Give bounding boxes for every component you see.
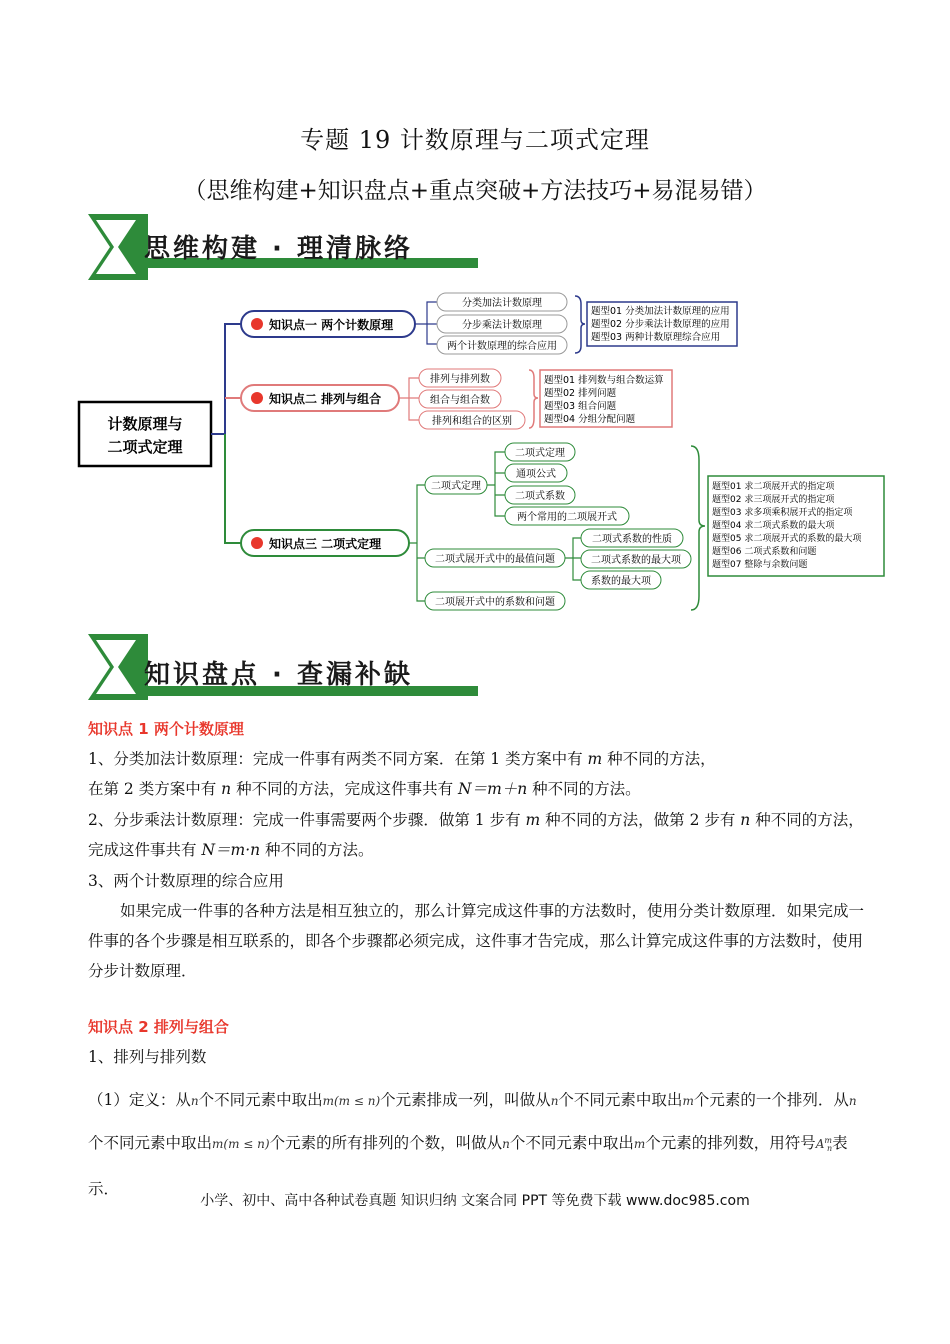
page-title: 专题 19 计数原理与二项式定理 bbox=[300, 126, 650, 154]
branch2-label: 知识点二 排列与组合 bbox=[269, 392, 382, 406]
mindmap-root-line1: 计数原理与 bbox=[107, 415, 183, 433]
branch3-sub1-text: 二项式定理 bbox=[431, 481, 481, 492]
branch3-brace bbox=[691, 446, 705, 610]
branch3-bullet bbox=[251, 537, 263, 549]
kp1-para-2: 在第 2 类方案中有 n 种不同的方法，完成这件事共有 N＝m＋n 种不同的方法。 bbox=[88, 780, 641, 798]
branch3-sub2-item-2-text: 二项式系数的最大项 bbox=[591, 555, 681, 566]
branch3-type-7: 题型07 整除与余数问题 bbox=[712, 560, 808, 570]
kp1-para-5: 如果完成一件事的各种方法是相互独立的，那么计算完成这件事的方法数时，使用分类计数原理．如果完成一件事的各个步骤是相互联系的，即各个步骤都必须完成，这件事才告完成，那么计算完成这件事的方法数时，使用分步计数原理． bbox=[88, 902, 865, 980]
branch1-bullet bbox=[251, 318, 263, 330]
permutation-symbol: $A^m_n$ bbox=[815, 1136, 833, 1154]
branch1-item-1-text: 分类加法计数原理 bbox=[462, 298, 542, 309]
branch3-sub1-links bbox=[487, 452, 505, 516]
kp2-title: 知识点 2 排列与组合 bbox=[88, 1018, 229, 1036]
branch3-type-6: 题型06 二项式系数和问题 bbox=[712, 547, 817, 557]
branch3-sub2-item-1-text: 二项式系数的性质 bbox=[592, 534, 672, 545]
banner-title-2: 知识盘点 · 查漏补缺 bbox=[144, 660, 413, 690]
branch3-sub1-item-1-text: 二项式定理 bbox=[515, 448, 565, 459]
branch2-item-3-text: 排列和组合的区别 bbox=[432, 416, 512, 427]
branch3-type-4: 题型04 求二项式系数的最大项 bbox=[712, 521, 835, 531]
branch3-links bbox=[409, 485, 425, 601]
branch2-brace bbox=[529, 370, 538, 428]
branch3-type-5: 题型05 求二项展开式的系数的最大项 bbox=[712, 534, 862, 544]
branch1-type-1: 题型01 分类加法计数原理的应用 bbox=[591, 306, 730, 317]
branch1-type-3: 题型03 两种计数原理综合应用 bbox=[591, 332, 721, 343]
section-banner-mindmap bbox=[88, 214, 478, 280]
page-subtitle: （思维构建+知识盘点+重点突破+方法技巧+易混易错） bbox=[183, 178, 767, 204]
branch2-links bbox=[399, 378, 419, 420]
branch2-type-2: 题型02 排列问题 bbox=[544, 388, 617, 399]
branch2-item-1-text: 排列与排列数 bbox=[430, 374, 490, 385]
kp2-definition: （1）定义：从n个不同元素中取出m(m ≤ n)个元素排成一列，叫做从n个不同元素中取出m个元素的一个排列．从n个不同元素中取出m(m ≤ n)个元素的所有排列的个数，叫做从n个不同元素中取出m个元素的排列数，用符号$A^m_n$表示． bbox=[88, 1091, 857, 1199]
branch3-sub2-item-3-text: 系数的最大项 bbox=[591, 576, 651, 587]
kp2-para-1: 1、排列与排列数 bbox=[88, 1048, 207, 1066]
mindmap-diagram bbox=[75, 290, 885, 615]
branch2-item-2-text: 组合与组合数 bbox=[430, 395, 490, 406]
branch3-sub2-text: 二项式展开式中的最值问题 bbox=[435, 554, 555, 565]
branch1-type-2: 题型02 分步乘法计数原理的应用 bbox=[591, 319, 730, 330]
section-banner-knowledge bbox=[88, 634, 478, 700]
branch3-sub3-text: 二项展开式中的系数和问题 bbox=[435, 597, 555, 608]
branch1-links bbox=[415, 302, 437, 344]
mindmap-root-line2: 二项式定理 bbox=[107, 438, 183, 456]
kp1-title: 知识点 1 两个计数原理 bbox=[88, 720, 244, 738]
branch1-brace bbox=[575, 296, 585, 353]
mindmap-root-box bbox=[79, 402, 211, 466]
branch3-sub2-links bbox=[565, 538, 581, 580]
branch2-bullet bbox=[251, 392, 263, 404]
branch3-type-1: 题型01 求二项展开式的指定项 bbox=[712, 482, 835, 492]
branch1-label: 知识点一 两个计数原理 bbox=[269, 318, 394, 332]
kp1-para-3: 2、分步乘法计数原理：完成一件事需要两个步骤．做第 1 步有 m 种不同的方法，做第 2 步有 n 种不同的方法，完成这件事共有 N＝m·n 种不同的方法。 bbox=[88, 811, 864, 859]
banner-title-1: 思维构建 · 理清脉络 bbox=[144, 234, 413, 264]
branch1-item-2-text: 分步乘法计数原理 bbox=[462, 320, 542, 331]
kp1-para-1: 1、分类加法计数原理：完成一件事有两类不同方案．在第 1 类方案中有 m 种不同的方法， bbox=[88, 750, 716, 768]
kp1-para-4: 3、两个计数原理的综合应用 bbox=[88, 872, 284, 890]
page-footer: 小学、初中、高中各种试卷真题 知识归纳 文案合同 PPT 等免费下载 www.doc985.com bbox=[200, 1193, 750, 1209]
branch3-type-2: 题型02 求三项展开式的指定项 bbox=[712, 495, 835, 505]
branch3-sub1-item-2-text: 通项公式 bbox=[516, 469, 556, 480]
branch2-type-4: 题型04 分组分配问题 bbox=[544, 414, 636, 425]
branch2-type-3: 题型03 组合问题 bbox=[544, 401, 617, 412]
branch2-type-1: 题型01 排列数与组合数运算 bbox=[544, 375, 664, 386]
branch3-sub1-item-3-text: 二项式系数 bbox=[515, 491, 565, 502]
branch1-item-3-text: 两个计数原理的综合应用 bbox=[447, 341, 557, 352]
connector-3 bbox=[225, 434, 241, 543]
branch3-label: 知识点三 二项式定理 bbox=[269, 537, 382, 551]
connector-1 bbox=[211, 324, 241, 434]
branch3-type-3: 题型03 求多项乘积展开式的指定项 bbox=[712, 508, 853, 518]
branch3-sub1-item-4-text: 两个常用的二项展开式 bbox=[517, 512, 617, 523]
